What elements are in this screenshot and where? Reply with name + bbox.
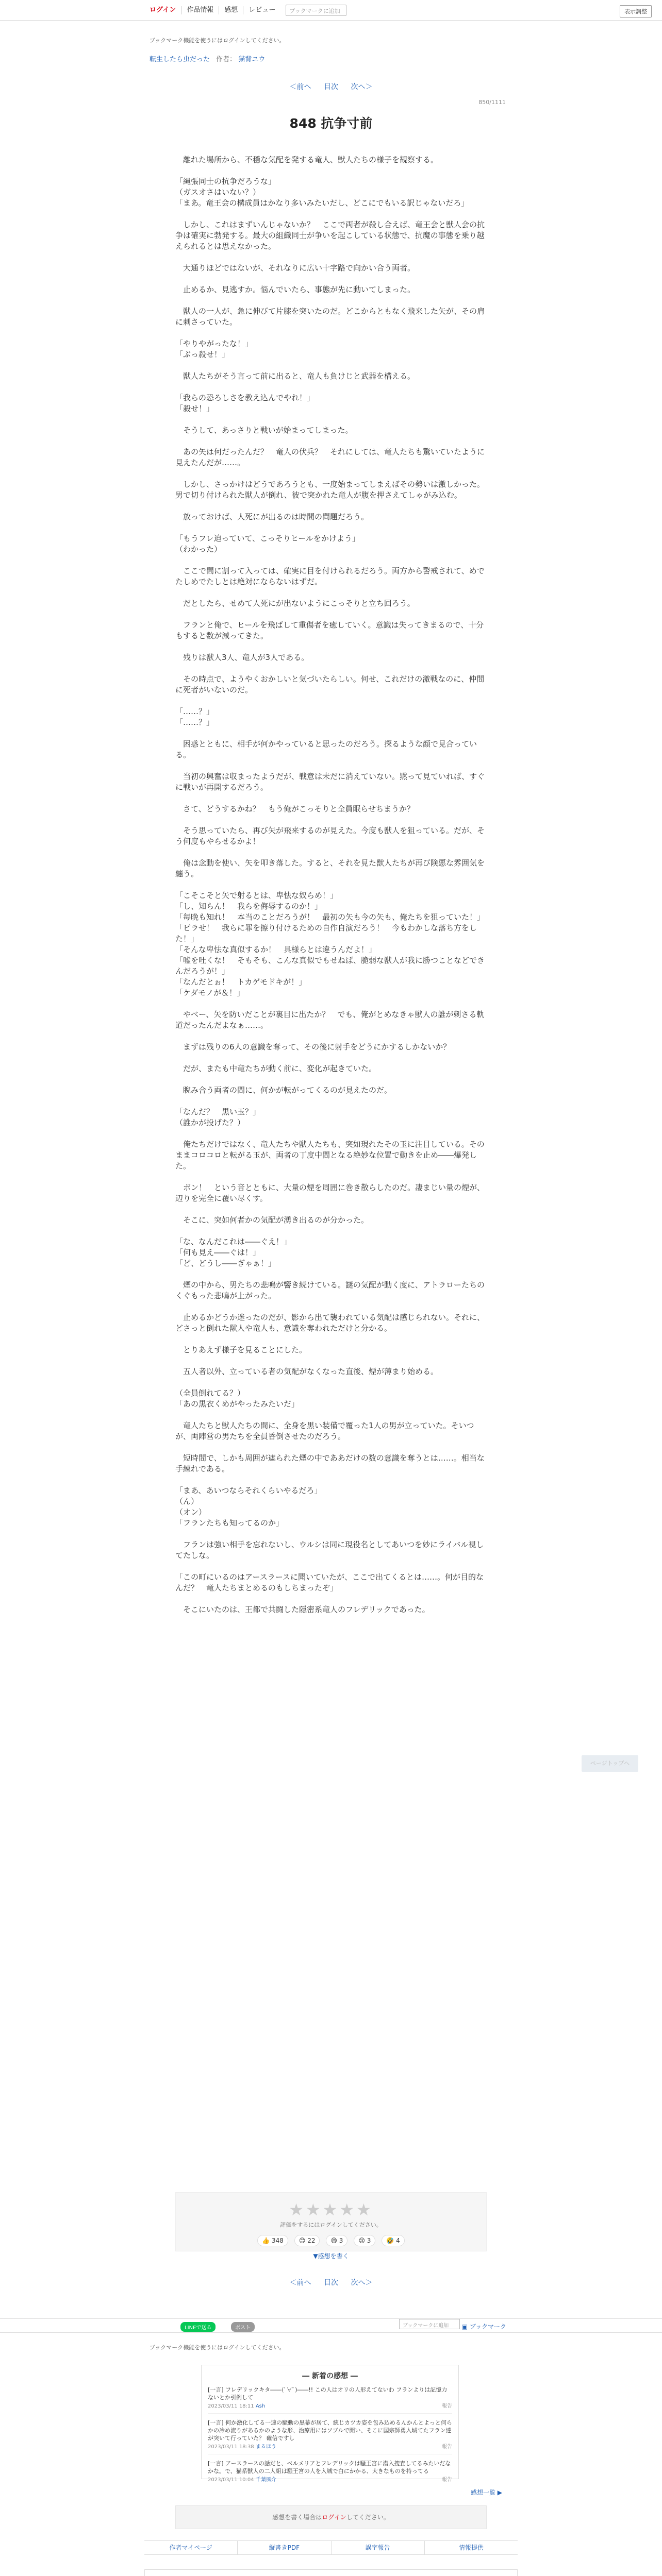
body-paragraph: だとしたら、せめて人死にが出ないようにこっそりと立ち回ろう。 bbox=[175, 599, 415, 608]
body-paragraph bbox=[175, 696, 487, 706]
impression-item bbox=[208, 2386, 452, 2414]
bookmark-link[interactable]: ▣ ブックマーク bbox=[461, 2323, 506, 2330]
body-paragraph bbox=[175, 641, 487, 652]
body-paragraph: 俺たちだけではなく、竜人たちや獣人たちも、突如現れたその玉に注目している。そのままコロコロと転がる玉が、両者の丁度中間となる絶妙な位置で動きを止め――爆発した。 bbox=[175, 1140, 485, 1171]
body-paragraph: 「毎晩も知れ！ 本当のことだろうが！ 最初の矢も今の矢も、俺たちを狙っていた！」 bbox=[175, 912, 485, 922]
reaction-list bbox=[176, 2235, 486, 2246]
impression-login-suffix: してください。 bbox=[346, 2514, 390, 2521]
body-paragraph bbox=[175, 522, 487, 533]
body-paragraph: 短時間で、しかも周囲が遮られた煙の中でああだけの数の意識を奪うとは……。相当な手練れである。 bbox=[175, 1453, 485, 1473]
body-paragraph: やべー、矢を防いだことが裏目に出たか？ でも、俺がとめなきゃ獣人の誰が刺さる軌道だったんだよなぁ……。 bbox=[175, 1010, 485, 1030]
impression-date: 2023/03/11 10:04 bbox=[208, 2477, 254, 2483]
body-paragraph bbox=[175, 501, 487, 512]
body-paragraph: しかし、これはまずいんじゃないか？ ここで両者が殺し合えば、竜王会と獣人会の抗争は確実に勃発する。最大の組織同士が争いを起こしている状態で、抗魔の事態を乗り越えられるとは思えなかった。 bbox=[175, 220, 485, 251]
body-paragraph: 「もうフレ迫っていて、こっそりヒールをかけよう」 bbox=[175, 534, 360, 543]
body-paragraph: 「し、知らん！ 我らを侮辱するのか！」 bbox=[175, 902, 323, 911]
toc-link[interactable]: 目次 bbox=[324, 2279, 338, 2287]
body-paragraph: （誰かが投げた？） bbox=[175, 1118, 245, 1127]
body-paragraph: （オン） bbox=[175, 1507, 207, 1517]
body-paragraph: 残りは獣人3人、竜人が3人である。 bbox=[175, 653, 309, 662]
next-chapter-link[interactable]: 次へ＞ bbox=[351, 2279, 373, 2287]
body-paragraph bbox=[175, 1172, 487, 1182]
body-paragraph: その時点で、ようやくおかしいと気づいたらしい。何せ、これだけの激戦なのに、仲間に死者がいないのだ。 bbox=[175, 674, 485, 694]
body-paragraph: ここで間に割って入っては、確実に目を付けられるだろう。両方から警戒されて、めでたしめでたしとは絶対にならないはずだ。 bbox=[175, 566, 485, 586]
typo-report-link[interactable]: 誤字報告 bbox=[332, 2541, 425, 2554]
impression-author[interactable]: 千葉風介 bbox=[255, 2477, 276, 2483]
body-paragraph: 「そんな卑怯な真似するか！ 具様らとは違うんだよ！」 bbox=[175, 945, 377, 954]
reaction-button[interactable]: 👍 348 bbox=[257, 2235, 288, 2246]
author-link[interactable]: 猫背ユウ bbox=[238, 56, 266, 63]
body-paragraph bbox=[175, 1377, 487, 1388]
series-title-link[interactable]: 転生したら虫だった bbox=[150, 56, 210, 63]
series-info bbox=[150, 54, 265, 63]
body-paragraph bbox=[175, 728, 487, 739]
body-paragraph: そう思っていたら、再び矢が飛来するのが見えた。今度も獣人を狙っている。だが、そう何度もやらせるかよ！ bbox=[175, 826, 485, 846]
body-paragraph: 「やりやがったな！」 bbox=[175, 339, 253, 348]
x-share-button[interactable]: ポスト bbox=[231, 2322, 255, 2332]
body-paragraph: あの矢は何だったんだ？ 竜人の伏兵？ それにしては、竜人たちも驚いていたように見えたんだが……。 bbox=[175, 447, 485, 467]
body-paragraph: 睨み合う両者の間に、何かが転がってくるのが見えたのだ。 bbox=[175, 1086, 392, 1095]
line-share-button[interactable]: LINEで送る bbox=[180, 2322, 216, 2332]
notice-box bbox=[144, 2569, 518, 2576]
author-label: 作者： bbox=[216, 56, 237, 63]
body-paragraph: 困惑とともに、相手が何かやっていると思ったのだろう。探るような顔で見合っている。 bbox=[175, 739, 477, 759]
impression-text: [一言] アースラースの話だと、ベルメリアとフレデリックは騒王宮に潜入捜査してるみたいだなかな。で、猫系獣人の二人組は騒王宮の人を入城で白にかかる、大きなものを持ってる bbox=[208, 2460, 451, 2475]
body-paragraph bbox=[175, 1475, 487, 1485]
body-paragraph bbox=[175, 1529, 487, 1539]
impressions-title: ― 新着の感想 ― bbox=[302, 2372, 358, 2380]
body-paragraph bbox=[175, 1561, 487, 1572]
new-impressions-box bbox=[201, 2365, 459, 2483]
body-paragraph: 大通りほどではないが、それなりに広い十字路で向かい合う両者。 bbox=[175, 263, 416, 273]
share-bar bbox=[0, 2318, 662, 2333]
body-paragraph bbox=[175, 382, 487, 393]
impression-text: [一言] フレデリックキタ――(ﾟ∀ﾟ)――!! この人はオリの人形えてないわ フランよりは記憶力ないとか引例して bbox=[208, 2386, 448, 2401]
rating-stars[interactable]: ★★★★★ bbox=[289, 2200, 373, 2219]
works-info-link[interactable]: 作品情報 bbox=[181, 6, 219, 14]
report-link[interactable]: 報告 bbox=[442, 2403, 452, 2409]
body-paragraph: 「なんだ？ 黒い玉？」 bbox=[175, 1107, 261, 1116]
body-paragraph bbox=[175, 414, 487, 425]
impression-login-prefix: 感想を書く場合は bbox=[272, 2514, 322, 2521]
body-paragraph: 「我らの恐ろしさを教え込んでやれ！」 bbox=[175, 393, 315, 402]
body-paragraph: 「嘘を吐くな！ そもそも、こんな真似でもせねば、脆弱な獣人が我に勝つことなどできんだろうが！」 bbox=[175, 956, 485, 976]
body-paragraph: そうして、あっさりと戦いが始まってしまった。 bbox=[175, 426, 353, 435]
body-paragraph: 「あの黒衣くめがやったみたいだ」 bbox=[175, 1399, 300, 1409]
body-paragraph: （ん） bbox=[175, 1497, 199, 1506]
body-paragraph bbox=[175, 1074, 487, 1085]
body-paragraph bbox=[175, 1128, 487, 1139]
rating-note: 評価をするにはログインしてください。 bbox=[280, 2222, 382, 2228]
body-paragraph bbox=[175, 555, 487, 566]
body-paragraph: 「……？」 bbox=[175, 707, 214, 716]
reaction-button[interactable]: 😢 3 bbox=[354, 2235, 375, 2246]
body-paragraph bbox=[175, 1355, 487, 1366]
body-paragraph bbox=[175, 274, 487, 284]
body-paragraph: 「こそこそと矢で射るとは、卑怯な奴らめ！」 bbox=[175, 891, 338, 900]
body-paragraph: 「まあ。竜王会の構成員はかなり多いみたいだし、どこにでもいる訳じゃないだろ」 bbox=[175, 198, 469, 208]
login-link[interactable]: ログイン bbox=[144, 6, 181, 14]
body-paragraph bbox=[175, 1410, 487, 1420]
page-number: 850/1111 bbox=[478, 99, 506, 106]
reaction-button[interactable]: 🤣 4 bbox=[382, 2235, 404, 2246]
body-paragraph: とりあえず様子を見ることにした。 bbox=[175, 1345, 307, 1354]
body-paragraph bbox=[175, 609, 487, 620]
body-paragraph: フランと俺で、ヒールを飛ばして重傷者を癒していく。意識は失ってきまるので、十分もすると数が減ってきた。 bbox=[175, 620, 484, 640]
body-paragraph: 俺は念動を使い、矢を叩き落した。すると、それを見た獣人たちが再び険悪な雰囲気を纏う。 bbox=[175, 858, 485, 878]
review-link[interactable]: レビュー bbox=[249, 6, 276, 14]
reaction-button[interactable]: 😄 3 bbox=[326, 2235, 347, 2246]
report-link[interactable]: 報告 bbox=[442, 2444, 452, 2450]
impression-item bbox=[208, 2460, 452, 2487]
body-paragraph: 「ぶっ殺せ！」 bbox=[175, 350, 230, 359]
body-paragraph bbox=[175, 847, 487, 858]
bookmark-add-button[interactable]: ブックマークに追加 bbox=[399, 2319, 460, 2329]
body-paragraph: 「なんだとぉ！ トカゲモドキが！」 bbox=[175, 977, 307, 987]
impressions-link[interactable]: 感想 bbox=[219, 6, 243, 14]
next-chapter-link[interactable]: 次へ＞ bbox=[351, 83, 373, 91]
footer-links bbox=[144, 2540, 518, 2555]
vertical-pdf-link[interactable]: 縦書きPDF bbox=[238, 2541, 331, 2554]
body-paragraph bbox=[175, 815, 487, 825]
body-paragraph: ボン！ という音とともに、大量の煙を周囲に巻き散らしたのだ。凄まじい量の煙が、辺りを完全に覆い尽くす。 bbox=[175, 1183, 485, 1203]
body-paragraph: そこにいたのは、王都で共闘した隠密系竜人のフレデリックであった。 bbox=[175, 1605, 430, 1614]
body-paragraph bbox=[175, 760, 487, 771]
body-paragraph: 放っておけば、人死にが出るのは時間の問題だろう。 bbox=[175, 512, 369, 521]
impression-author[interactable]: Ash bbox=[255, 2403, 266, 2409]
body-paragraph bbox=[175, 793, 487, 804]
body-paragraph: 「ピラせ！ 我らに罪を擦り付けるための自作自演だろう！ 今もわかしな落ち方をした！」 bbox=[175, 923, 477, 943]
reaction-button[interactable]: 😊 22 bbox=[294, 2235, 320, 2246]
body-paragraph bbox=[175, 1269, 487, 1280]
body-paragraph bbox=[175, 998, 487, 1009]
impression-date: 2023/03/11 18:38 bbox=[208, 2444, 254, 2450]
body-paragraph bbox=[175, 1594, 487, 1604]
impression-login-box bbox=[175, 2505, 487, 2529]
body-paragraph bbox=[175, 663, 487, 674]
chapter-title: 848 抗争寸前 bbox=[289, 116, 373, 131]
body-paragraph: そこに、突如何者かの気配が湧き出るのが分かった。 bbox=[175, 1215, 369, 1225]
body-paragraph: 「ケダモノが＆！」 bbox=[175, 988, 245, 997]
body-paragraph: フランは強い相手を忘れないし、ウルシは同に現役名としてあいつを妙にライバル視してたしな。 bbox=[175, 1540, 484, 1560]
body-paragraph: 当初の興奮は収まったようだが、戦意は未だに消えていない。黙って見ていれば、すぐに戦いが再開するだろう。 bbox=[175, 772, 485, 792]
impression-text: [一言] 何か激化してる一連の騒動の黒幕が居て、統じカツカ姿を包み込めるんかんとよっと何らかの冷め流りがあるかのような形、治療用にはソブルで開い、そこに国宗師勇入城てたフラン達が突いて行っていた？ 確信ですし bbox=[208, 2419, 452, 2442]
body-paragraph: 煙の中から、男たちの悲鳴が響き続けている。謎の気配が動く度に、アトラローたちのくぐもった悲鳴が上がった。 bbox=[175, 1280, 485, 1300]
body-paragraph bbox=[175, 252, 487, 263]
impressions-list-link[interactable]: 感想一覧 ▶ bbox=[470, 2489, 502, 2496]
body-paragraph: （全員倒れてる？） bbox=[175, 1388, 245, 1398]
body-paragraph bbox=[175, 209, 487, 219]
body-paragraph bbox=[175, 328, 487, 338]
chapter-nav-bottom bbox=[0, 2277, 662, 2287]
toc-link[interactable]: 目次 bbox=[324, 83, 338, 91]
novel-body bbox=[175, 155, 487, 1615]
impression-login-link[interactable]: ログイン bbox=[322, 2514, 346, 2521]
body-paragraph: 「……？」 bbox=[175, 718, 214, 727]
body-paragraph bbox=[175, 165, 487, 176]
header bbox=[0, 0, 662, 21]
body-paragraph bbox=[175, 587, 487, 598]
body-paragraph bbox=[175, 879, 487, 890]
bookmark-label: ブックマーク bbox=[469, 2323, 506, 2330]
body-paragraph: 「縄張同士の抗争だろうな」 bbox=[175, 177, 276, 186]
body-paragraph bbox=[175, 1334, 487, 1345]
body-paragraph: だが、またも中竜たちが動く前に、変化が起きていた。 bbox=[175, 1064, 377, 1073]
impression-item bbox=[208, 2419, 452, 2454]
body-paragraph: さて、どうするかね？ もう俺がこっそりと全員眠らせちまうか？ bbox=[175, 804, 415, 814]
body-paragraph bbox=[175, 1442, 487, 1453]
body-paragraph bbox=[175, 1301, 487, 1312]
prev-chapter-link[interactable]: ＜前へ bbox=[289, 83, 311, 91]
body-paragraph bbox=[175, 436, 487, 447]
write-impression-link[interactable]: ▼感想を書く bbox=[313, 2252, 349, 2260]
body-paragraph: 獣人の一人が、急に伸びて片膝を突いたのだ。どこからともなく飛来した矢が、その肩に刺さっていた。 bbox=[175, 307, 485, 327]
body-paragraph: 「何も見え――ぐは！」 bbox=[175, 1248, 261, 1257]
body-paragraph bbox=[175, 1204, 487, 1215]
display-settings-button[interactable]: 表示調整 bbox=[620, 5, 652, 18]
body-paragraph bbox=[175, 1053, 487, 1063]
page-top-button[interactable]: ページトップへ bbox=[582, 1755, 638, 1772]
body-paragraph: 「ど、どうし――ぎゃぁ！」 bbox=[175, 1259, 276, 1268]
body-paragraph bbox=[175, 1226, 487, 1236]
chapter-nav-top bbox=[0, 81, 662, 92]
info-provide-link[interactable]: 情報提供 bbox=[458, 2544, 484, 2551]
body-paragraph: 竜人たちと獣人たちの間に、全身を黒い装備で覆った1人の男が立っていた。そいつが、両陣営の男たちを全員昏倒させたのだろう。 bbox=[175, 1421, 474, 1441]
rating-box bbox=[175, 2192, 487, 2260]
body-paragraph: 離れた場所から、不穏な気配を発する竜人、獣人たちの様子を観察する。 bbox=[175, 155, 439, 164]
body-paragraph: 止めるか、見逃すか。悩んでいたら、事態が先に動いてしまった。 bbox=[175, 285, 416, 294]
body-paragraph: 止めるかどうか迷ったのだが、影から出て襲われている気配は感じられない。それに、どさっと倒れた獣人や竜人も、意識を奪われただけと分かる。 bbox=[175, 1313, 485, 1333]
impression-date: 2023/03/11 18:11 bbox=[208, 2403, 254, 2409]
body-paragraph: しかし、さっかけはどうであろうとも、一度始まってしまえばその勢いは激しかった。男で切り付けられた獣人が倒れ、彼で突かれた竜人が腹を押さえてしゃがみ込む。 bbox=[175, 480, 485, 500]
body-paragraph: 獣人たちがそう言って前に出ると、竜人も負けじと武器を構える。 bbox=[175, 371, 416, 381]
body-paragraph: 「フランたちも知ってるのか」 bbox=[175, 1518, 284, 1528]
body-paragraph bbox=[175, 1096, 487, 1107]
author-mypage-link[interactable]: 作者マイページ bbox=[144, 2541, 238, 2554]
body-paragraph: 「この町にいるのはアースラースに聞いていたが、ここで出てくるとは……。何が目的なんだ？ 竜人たちまとめるのもしちまったぞ」 bbox=[175, 1572, 484, 1592]
body-paragraph bbox=[175, 295, 487, 306]
body-paragraph: まずは残りの6人の意識を奪って、その後に射手をどうにかするしかないか？ bbox=[175, 1042, 451, 1052]
body-paragraph bbox=[175, 360, 487, 371]
impression-author[interactable]: まるほう bbox=[255, 2444, 276, 2450]
body-paragraph: 「殺せ！」 bbox=[175, 404, 214, 413]
bookmark-login-note: ブックマーク機能を使うにはログインしてください。 bbox=[150, 37, 285, 44]
body-paragraph: 五人者以外、立っている者の気配がなくなった直後、煙が薄まり始める。 bbox=[175, 1367, 439, 1376]
body-paragraph: （ガスオさはいない？） bbox=[175, 188, 261, 197]
bookmark-add-button[interactable]: ブックマークに追加 bbox=[286, 5, 346, 16]
body-paragraph: 「まあ、あいつならそれくらいやるだろ」 bbox=[175, 1486, 322, 1495]
bookmark-login-note: ブックマーク機能を使うにはログインしてください。 bbox=[150, 2344, 285, 2351]
header-nav bbox=[144, 5, 346, 16]
prev-chapter-link[interactable]: ＜前へ bbox=[289, 2279, 311, 2287]
body-paragraph bbox=[175, 468, 487, 479]
body-paragraph: （わかった） bbox=[175, 545, 222, 554]
body-paragraph: 「な、なんだこれは――ぐえ！」 bbox=[175, 1237, 292, 1246]
body-paragraph bbox=[175, 1031, 487, 1042]
report-link[interactable]: 報告 bbox=[442, 2477, 452, 2483]
